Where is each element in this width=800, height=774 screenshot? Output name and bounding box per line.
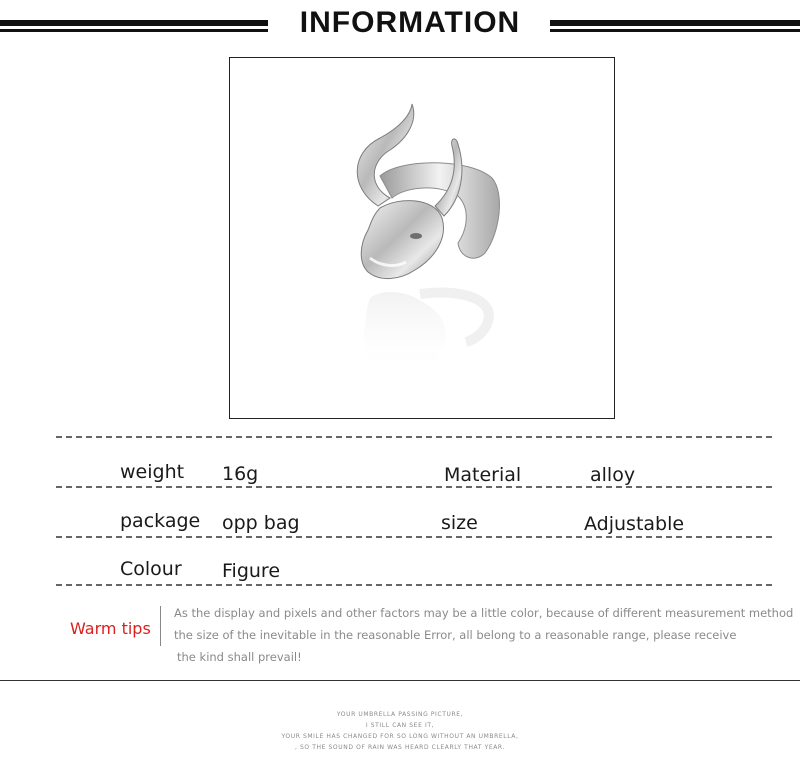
weight-label: weight xyxy=(120,461,185,483)
bull-ring-icon xyxy=(230,58,614,418)
package-label: package xyxy=(120,510,201,532)
spec-divider xyxy=(56,584,772,586)
footer-line-3: YOUR SMILE HAS CHANGED FOR SO LONG WITHOUT AN UMBRELLA, xyxy=(281,733,519,740)
size-value: Adjustable xyxy=(584,513,685,535)
package-value: opp bag xyxy=(222,512,300,534)
footer-line-4: , SO THE SOUND OF RAIN WAS HEARD CLEARLY THAT YEAR. xyxy=(295,744,505,751)
warm-tips-line-1: As the display and pixels and other factors may be a little color, because of different measurement method xyxy=(174,606,794,620)
warm-tips-line-2: the size of the inevitable in the reasonable Error, all belong to a reasonable range, please receive xyxy=(174,628,737,642)
colour-value: Figure xyxy=(222,560,281,582)
warm-tips-divider xyxy=(160,606,161,646)
spec-divider xyxy=(56,486,772,488)
header-right-rule xyxy=(550,20,800,34)
spec-divider xyxy=(56,436,772,438)
bottom-rule xyxy=(0,680,800,681)
page-title: INFORMATION xyxy=(299,6,521,39)
footer-line-1: YOUR UMBRELLA PASSING PICTURE, xyxy=(336,711,464,718)
footer-line-2: I STILL CAN SEE IT, xyxy=(365,722,435,729)
warm-tips-label: Warm tips xyxy=(70,619,151,638)
weight-value: 16g xyxy=(222,463,259,485)
spec-divider xyxy=(56,536,772,538)
size-label: size xyxy=(441,512,478,534)
product-image-frame xyxy=(229,57,615,419)
warm-tips-line-3: the kind shall prevail! xyxy=(177,650,302,664)
header-left-rule xyxy=(0,20,268,34)
material-value: alloy xyxy=(590,464,636,486)
material-label: Material xyxy=(444,464,522,486)
colour-label: Colour xyxy=(120,558,182,580)
